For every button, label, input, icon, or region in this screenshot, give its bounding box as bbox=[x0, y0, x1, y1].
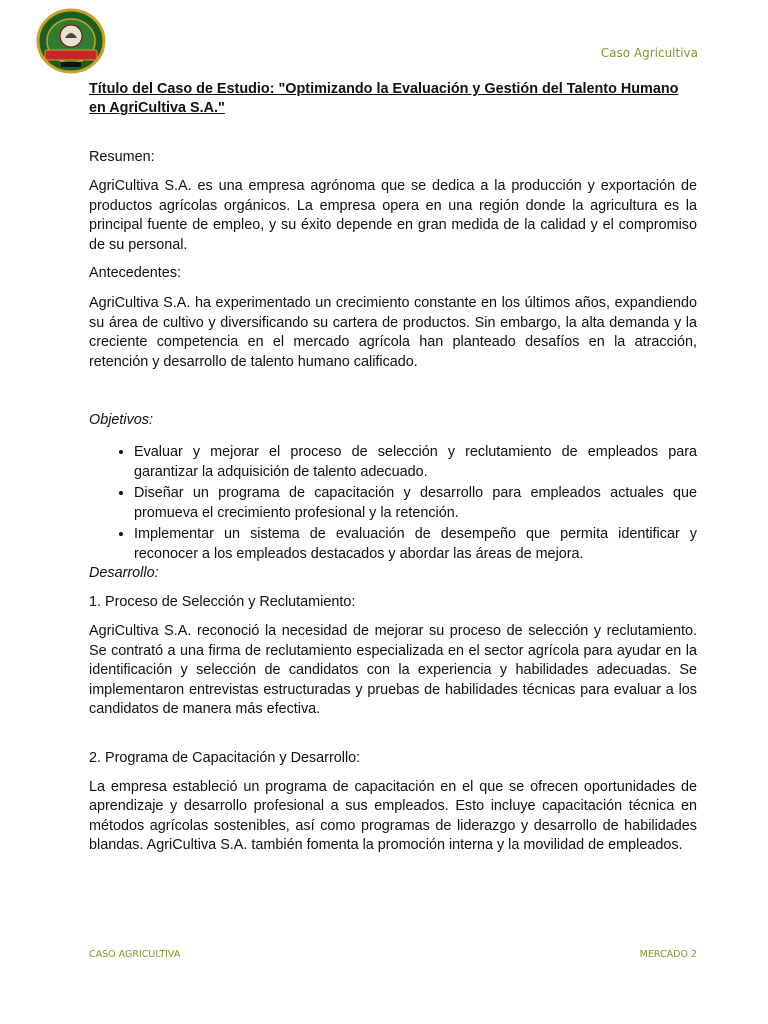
section2-paragraph: La empresa estableció un programa de capacitación en el que se ofrecen oportunidades de aprendizaje y desarrollo profesional a sus empleados. Esto incluye capacitación técnica en métodos agrícolas sostenibles, así como programas de liderazgo y desarrollo de habilidades blandas. AgriCultiva S.A. también fomenta la promoción interna y la movilidad de empleados. bbox=[89, 778, 697, 853]
antecedentes-heading: Antecedentes: bbox=[89, 265, 182, 281]
university-logo bbox=[36, 8, 106, 74]
resumen-heading: Resumen: bbox=[89, 149, 155, 165]
footer-left-label: CASO AGRICULTIVA bbox=[89, 949, 181, 960]
objetivos-heading: Objetivos: bbox=[89, 412, 153, 428]
resumen-paragraph: AgriCultiva S.A. es una empresa agrónoma que se dedica a la producción y exportación de productos agrícolas orgánicos. La empresa opera en una región donde la agricultura es la principal fuente de empleo, y su éxito depende en gran medida de la calidad y el compromiso de su personal. bbox=[89, 178, 697, 253]
section2-heading: 2. Programa de Capacitación y Desarrollo: bbox=[89, 749, 361, 766]
footer-right-label: MERCADO 2 bbox=[639, 949, 697, 960]
document-body bbox=[89, 80, 697, 856]
desarrollo-heading: Desarrollo: bbox=[89, 565, 159, 581]
document-title: Título del Caso de Estudio: "Optimizando la Evaluación y Gestión del Talento Humano en AgriCultiva S.A." bbox=[89, 81, 679, 116]
list-item: • Evaluar y mejorar el proceso de selección y reclutamiento de empleados para garantizar la adquisición de talento adecuado. bbox=[134, 443, 697, 482]
antecedentes-paragraph: AgriCultiva S.A. ha experimentado un crecimiento constante en los últimos años, expandiendo su área de cultivo y diversificando su cartera de productos. Sin embargo, la alta demanda y la creciente competencia en el mercado agrícola han planteado desafíos en la atracción, retención y desarrollo de talento humano calificado. bbox=[89, 295, 697, 370]
header-label: Caso Agricultiva bbox=[600, 46, 698, 60]
section1-paragraph: AgriCultiva S.A. reconoció la necesidad de mejorar su proceso de selección y reclutamiento. Se contrató a una firma de reclutamiento especializada en el sector agrícola para ayudar en la identificación y selección de candidatos con la experiencia y habilidades adecuadas. Se implementaron entrevistas estructuradas y pruebas de habilidades técnicas para evaluar a los candidatos de manera más efectiva. bbox=[89, 623, 697, 717]
list-item: • Diseñar un programa de capacitación y desarrollo para empleados actuales que promueva el crecimiento profesional y la retención. bbox=[134, 484, 697, 523]
section1-heading: 1. Proceso de Selección y Reclutamiento: bbox=[89, 594, 356, 610]
list-item: • Implementar un sistema de evaluación de desempeño que permita identificar y reconocer a los empleados destacados y abordar las áreas de mejora. bbox=[134, 525, 697, 564]
objetivos-list bbox=[89, 443, 697, 564]
